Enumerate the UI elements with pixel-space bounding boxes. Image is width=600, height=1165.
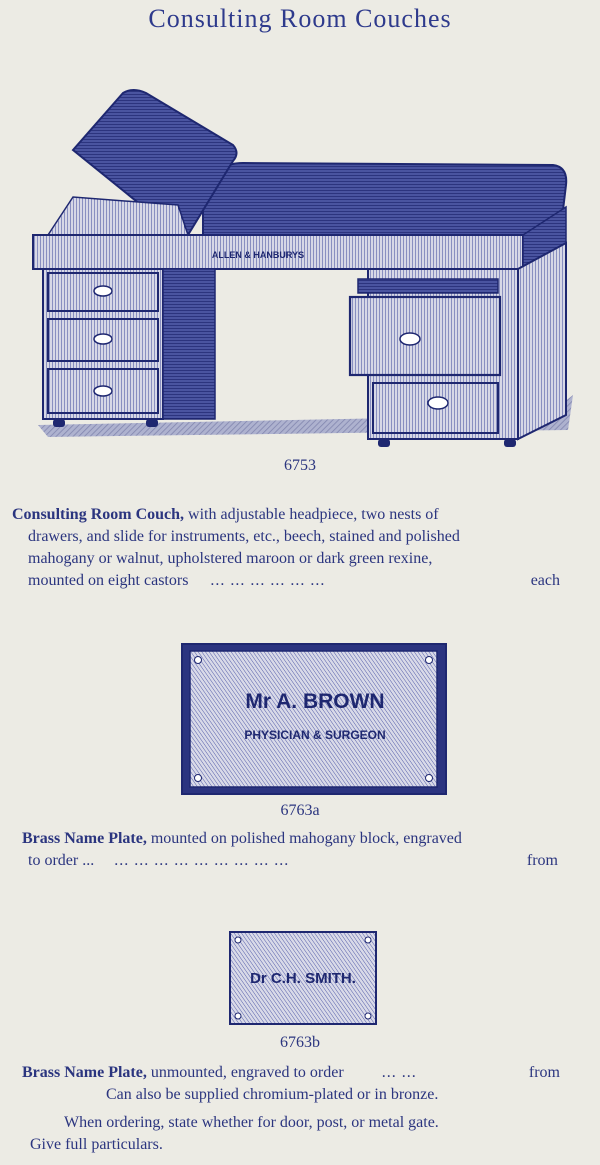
- plate-a-leader-dots: ... ... ... ... ... ... ... ... ...: [114, 852, 290, 869]
- plate-a-description: [22, 828, 558, 872]
- couch-illustration: [28, 85, 578, 455]
- couch-description: [12, 504, 560, 592]
- catalogue-number-6763b: 6763b: [280, 1034, 320, 1051]
- couch-desc-line4: mounted on eight castors: [28, 572, 189, 589]
- couch-leader-dots: ... ... ... ... ... ...: [210, 572, 326, 589]
- page-title: Consulting Room Couches: [148, 4, 452, 33]
- plate-b-description: [22, 1062, 560, 1106]
- catalogue-number-6753: 6753: [284, 457, 316, 474]
- ordering-line2: Give full particulars.: [30, 1136, 163, 1153]
- couch-desc-line3: mahogany or walnut, upholstered maroon or dark green rexine,: [28, 550, 433, 567]
- plate-a-title: PHYSICIAN & SURGEON: [244, 728, 386, 742]
- plate-b-leader-dots: ... ...: [381, 1064, 417, 1081]
- couch-name: Consulting Room Couch,: [12, 506, 185, 523]
- couch-price-unit: each: [530, 572, 560, 589]
- plate-b-name: Dr C.H. SMITH.: [250, 970, 356, 987]
- plate-b-note: Can also be supplied chromium-plated or in bronze.: [106, 1086, 439, 1103]
- plate-b-name-label: Brass Name Plate,: [22, 1064, 147, 1081]
- plate-b-price-unit: from: [528, 1064, 560, 1081]
- ordering-note: [30, 1112, 570, 1156]
- couch-desc-line2: drawers, and slide for instruments, etc., beech, stained and polished: [28, 528, 460, 545]
- plate-a-desc-line2: to order ...: [28, 852, 95, 869]
- plate-b-desc-line1: unmounted, engraved to order: [146, 1064, 344, 1081]
- plate-a-name-label: Brass Name Plate,: [22, 830, 147, 847]
- ordering-line1: When ordering, state whether for door, post, or metal gate.: [64, 1114, 439, 1131]
- plate-a-name: Mr A. BROWN: [245, 690, 385, 713]
- couch-desc-line1: with adjustable headpiece, two nests of: [184, 506, 439, 523]
- catalogue-number-6763a: 6763a: [280, 802, 320, 819]
- couch-brand-label: ALLEN & HANBURYS: [211, 250, 305, 260]
- plate-a-price-unit: from: [526, 852, 558, 869]
- brass-plate-a-illustration: [180, 642, 450, 800]
- brass-plate-b-illustration: [228, 930, 380, 1028]
- plate-a-desc-line1: mounted on polished mahogany block, engraved: [146, 830, 462, 847]
